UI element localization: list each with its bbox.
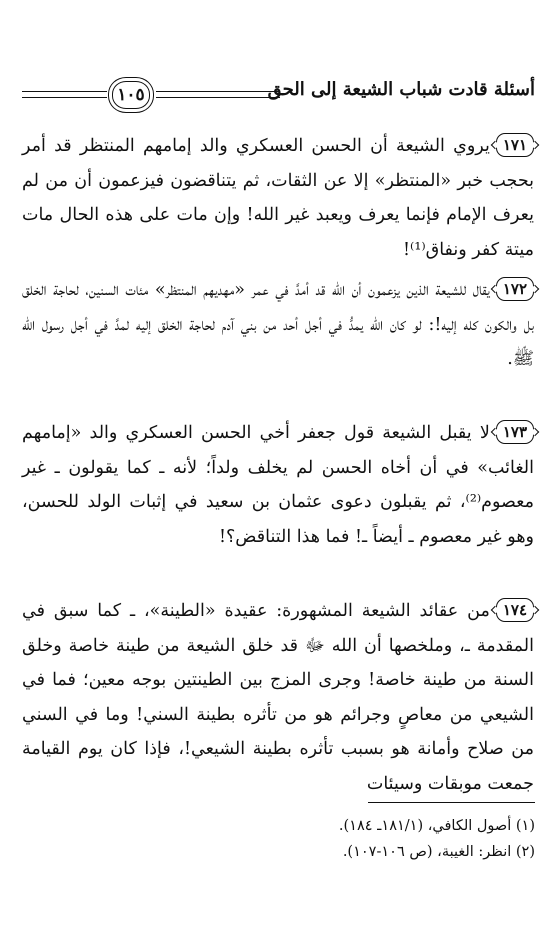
header-rule — [156, 97, 280, 98]
footnote-2: (٢) انظر: الغيبة، (ص ١٠٦-١٠٧). — [342, 844, 535, 860]
question-173 — [22, 416, 534, 554]
question-number-badge: ١٧٣ — [496, 420, 534, 444]
question-text: لا يقبل الشيعة قول جعفر أخي الحسن العسكري والد «إمامهم الغائب» في أن أخاه الحسن لم يخلف ولداً؛ لأنه ـ كما يقولون ـ غير معصوم⁽²⁾، ثم يقبلون دعوى عثمان بن سعيد في إثبات الولد للحسن، وهو غير معصوم ـ أيضاً ـ! فما هذا التناقض؟! — [22, 423, 534, 547]
footnote-separator — [368, 802, 535, 803]
question-172 — [22, 273, 534, 377]
running-title: أسئلة قادت شباب الشيعة إلى الحق — [267, 79, 535, 100]
running-header — [22, 73, 535, 117]
header-rule — [156, 91, 280, 92]
question-text: يقال للشيعة الذين يزعمون أن الله قد أمدَّ في عمر «مهديهم المنتظر» مئات السنين، لحاجة الخلق بل والكون كله إليه!: لو كان الله يمدُّ في أجل أحد من بني آدم لحاجة الخلق إليه لمدَّ في أجل رسول الله ﷺ. — [22, 280, 534, 369]
header-rule — [22, 97, 107, 98]
page-number: ١٠٥ — [117, 85, 145, 105]
question-text: يروي الشيعة أن الحسن العسكري والد إمامهم المنتظر قد أمر بحجب خبر «المنتظر» إلا عن الثقات، ثم يتناقضون فيزعمون أن من لم يعرف الإمام فإنما يعرف ويعبد غير الله! وإن مات على هذه الحال مات ميتة كفر ونفاق⁽¹⁾! — [22, 136, 534, 260]
question-number-badge: ١٧٢ — [496, 277, 534, 301]
question-174 — [22, 594, 534, 801]
question-text: من عقائد الشيعة المشهورة: عقيدة «الطينة»، ـ كما سبق في المقدمة ـ، وملخصها أن الله ﷻ قد خلق الشيعة من طينة خاصة وخلق السنة من طينة خاصة! وجرى المزج بين الطينتين بوجه معين؛ فما في الشيعي من معاصٍ وجرائم هو من تأثره بطينة السني! وما في السني من صلاح وأمانة هو بسبب تأثره بطينة الشيعي!، فإذا كان يوم القيامة جمعت موبقات وسيئات — [22, 601, 534, 794]
footnote-1: (١) أصول الكافي، (١٨١/١ـ ١٨٤). — [338, 818, 535, 834]
question-number-badge: ١٧٤ — [496, 598, 534, 622]
question-number-badge: ١٧١ — [496, 133, 534, 157]
header-rule — [22, 91, 107, 92]
question-171 — [22, 129, 534, 267]
page-number-ornament — [108, 77, 154, 113]
